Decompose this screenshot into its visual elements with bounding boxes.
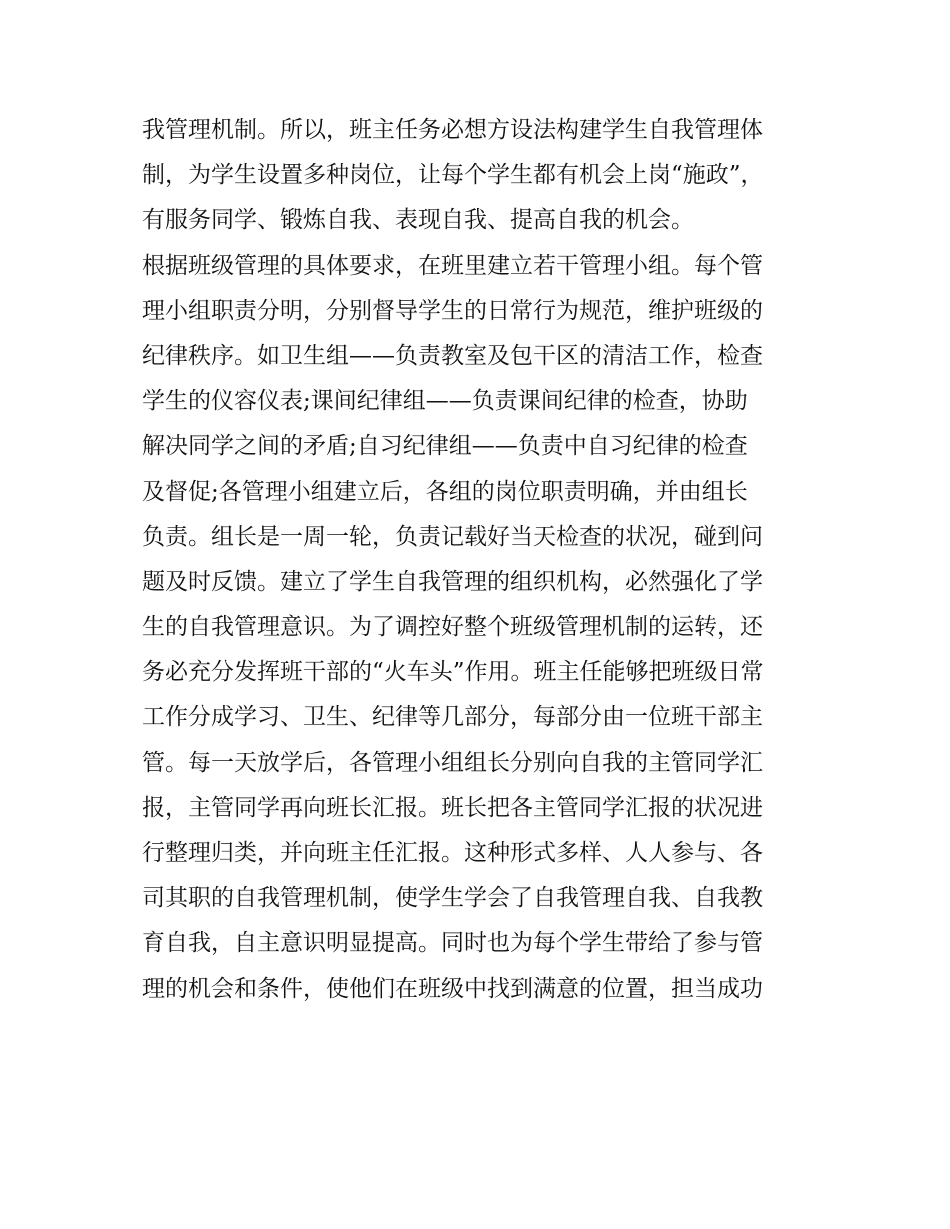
text-line: 司其职的自我管理机制，使学生学会了自我管理自我、自我教 (142, 885, 763, 912)
text-line: 制，为学生设置多种岗位，让每个学生都有机会上岗“施政”， (142, 162, 764, 189)
text-line: 报，主管同学再向班长汇报。班长把各主管同学汇报的状况进 (142, 794, 763, 821)
text-line: 务必充分发挥班干部的“火车头”作用。班主任能够把班级日常 (142, 659, 764, 686)
text-line: 及督促;各管理小组建立后，各组的岗位职责明确，并由组长 (142, 478, 748, 505)
text-line: 我管理机制。所以，班主任务必想方设法构建学生自我管理体 (142, 117, 763, 143)
text-line: 学生的仪容仪表;课间纪律组——负责课间纪律的检查，协助 (142, 388, 748, 415)
text-line: 理的机会和条件，使他们在班级中找到满意的位置，担当成功 (142, 975, 763, 1002)
text-line: 题及时反馈。建立了学生自我管理的组织机构，必然强化了学 (142, 568, 763, 595)
body-text (142, 108, 822, 1012)
text-line: 理小组职责分明，分别督导学生的日常行为规范，维护班级的 (142, 297, 763, 324)
text-line: 行整理归类，并向班主任汇报。这种形式多样、人人参与、各 (142, 840, 763, 866)
text-line: 生的自我管理意识。为了调控好整个班级管理机制的运转，还 (142, 614, 763, 641)
text-line: 根据班级管理的具体要求，在班里建立若干管理小组。每个管 (142, 252, 763, 279)
text-line: 纪律秩序。如卫生组——负责教室及包干区的清洁工作，检查 (142, 342, 763, 369)
text-line: 有服务同学、锻炼自我、表现自我、提高自我的机会。 (142, 207, 694, 234)
text-line: 工作分成学习、卫生、纪律等几部分，每部分由一位班干部主 (142, 704, 763, 731)
text-line: 解决同学之间的矛盾;自习纪律组——负责中自习纪律的检查 (142, 433, 748, 460)
text-line: 负责。组长是一周一轮，负责记载好当天检查的状况，碰到问 (142, 523, 763, 550)
text-line: 管。每一天放学后，各管理小组组长分别向自我的主管同学汇 (142, 749, 763, 776)
text-line: 育自我，自主意识明显提高。同时也为每个学生带给了参与管 (142, 930, 763, 957)
